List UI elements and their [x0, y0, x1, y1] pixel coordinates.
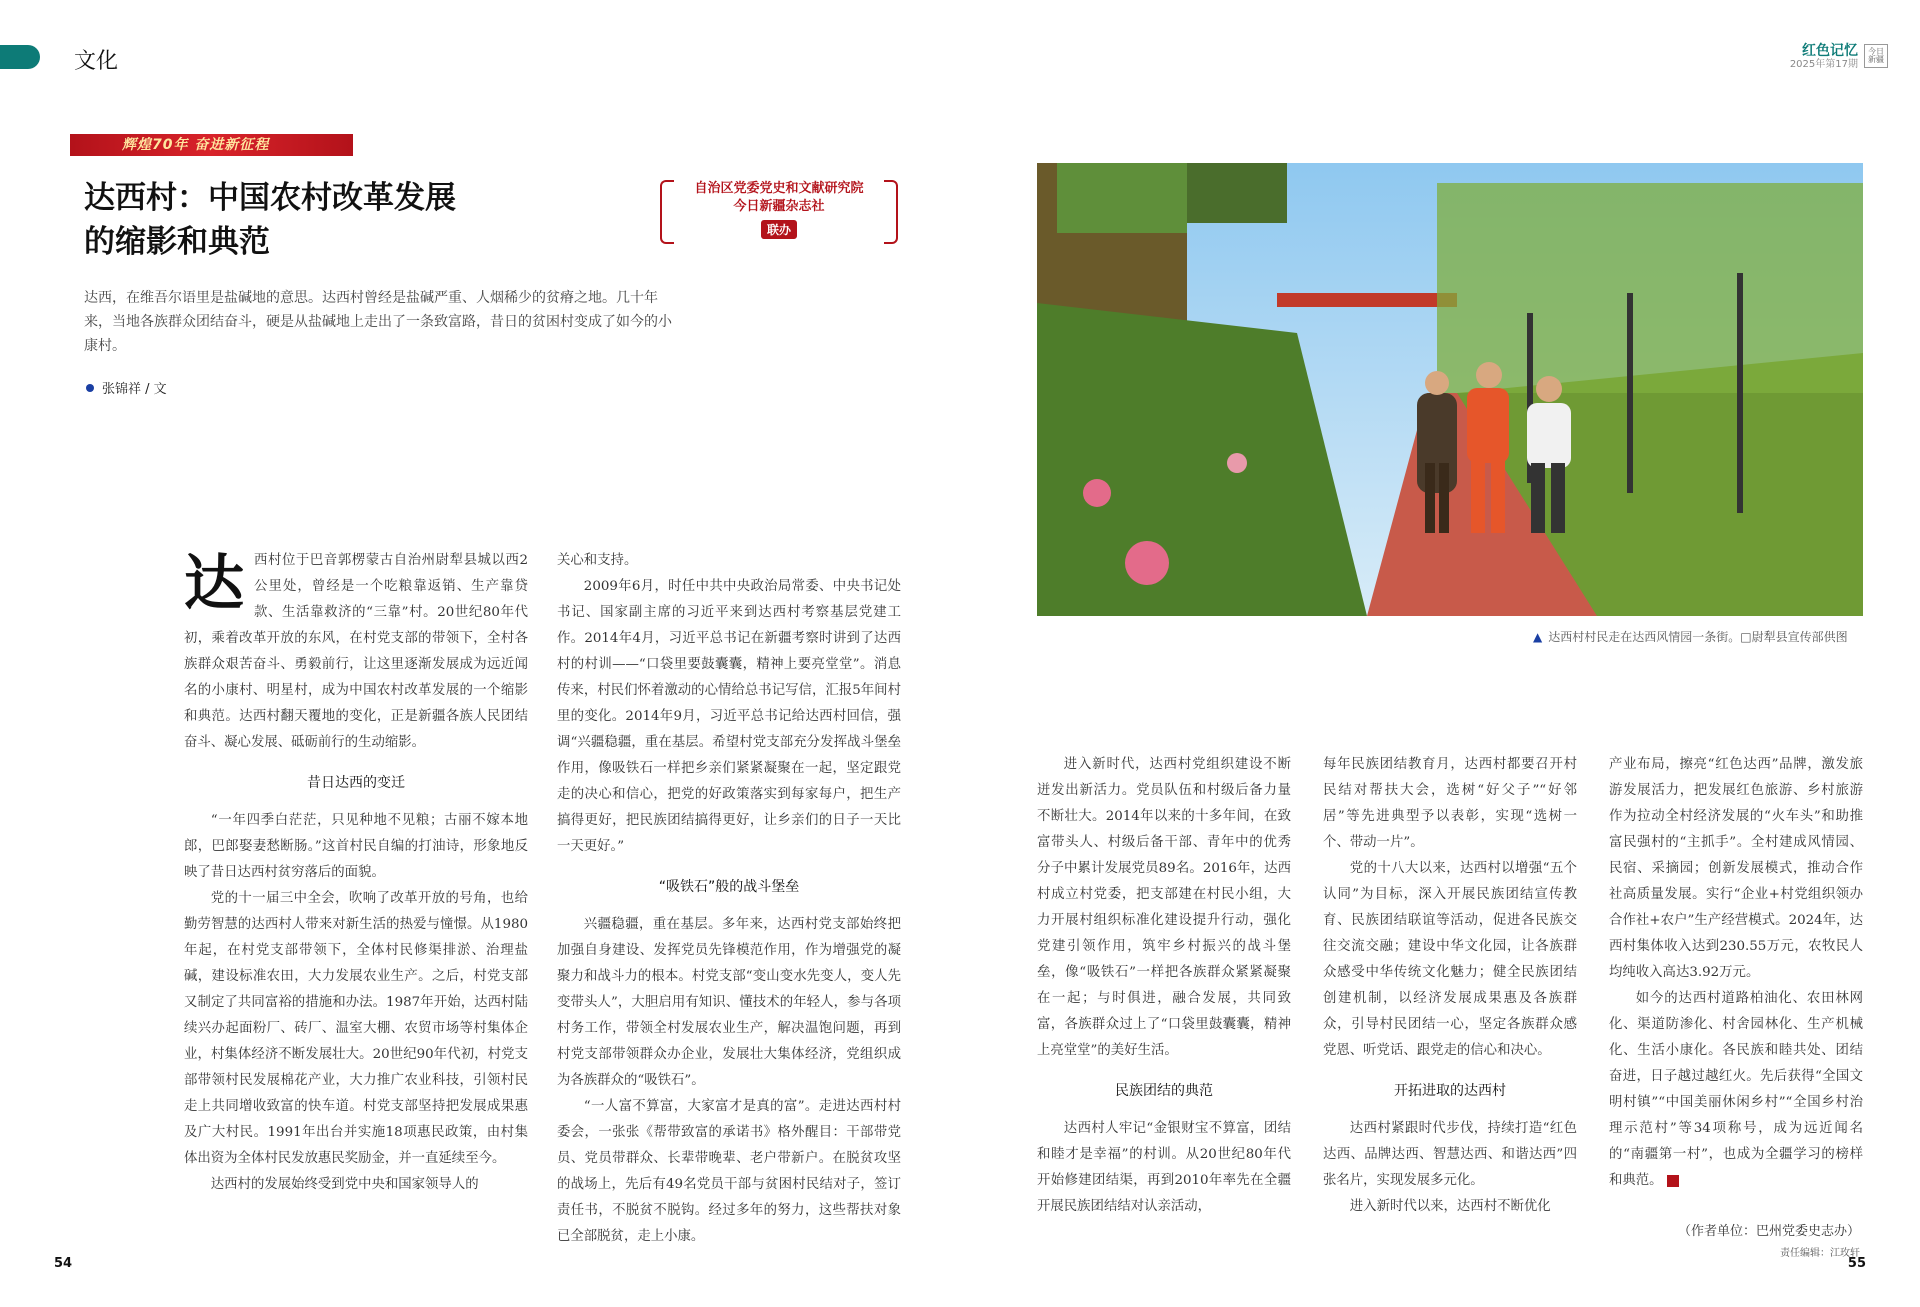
- paragraph: 达西村人牢记“金银财宝不算富，团结和睦才是幸福”的村训。从20世纪80年代开始修建团结渠，再到2010年率先在全疆开展民族团结结对认亲活动，: [1037, 1121, 1291, 1214]
- joint-badge: 联办: [761, 220, 797, 239]
- article-title: [84, 176, 456, 264]
- paragraph: “一年四季白茫茫，只见种地不见粮；古丽不嫁本地郎，巴郎娶妻愁断肠。”这首村民自编的打油诗，形象地反映了昔日达西村贫穷落后的面貌。: [184, 813, 528, 880]
- paragraph: 达西村紧跟时代步伐，持续打造“红色达西、品牌达西、智慧达西、和谐达西”四张名片，实现发展多元化。: [1323, 1121, 1577, 1188]
- brand-title: 红色记忆: [1802, 43, 1858, 59]
- title-line-1: 达西村：中国农村改革发展: [84, 180, 456, 216]
- organizer-2: 今日新疆杂志社: [733, 199, 825, 214]
- section-label: 文化: [74, 49, 119, 74]
- paragraph: [1609, 986, 1863, 1194]
- section-tab: [0, 45, 40, 69]
- paragraph: 关心和支持。: [557, 553, 638, 568]
- triangle-up-icon: ▲: [1533, 630, 1543, 644]
- drop-cap: 达: [184, 549, 244, 619]
- column-1: [184, 548, 528, 1198]
- paragraph-text: 西村位于巴音郭楞蒙古自治州尉犁县城以西2公里处，曾经是一个吃粮靠返销、生产靠贷款、生活靠救济的“三靠”村。20世纪80年代初，乘着改革开放的东风，在村党支部的带领下，全村各族群众艰苦奋斗、勇毅前行，让这里逐渐发展成为远近闻名的小康村、明星村，成为中国农村改革发展的一个缩影和典范。达西村翻天覆地的变化，正是新疆各族人民团结奋斗、凝心发展、砥砺前行的生动缩影。: [184, 553, 528, 750]
- subheading: 民族团结的典范: [1115, 1083, 1213, 1099]
- page-number-left: 54: [54, 1256, 73, 1271]
- paragraph: 党的十一届三中全会，吹响了改革开放的号角，也给勤劳智慧的达西村人带来对新生活的热爱与憧憬。从1980年起，在村党支部带领下，全体村民修渠排淤、治理盐碱，建设标准农田，大力发展农业生产。之后，村党支部又制定了共同富裕的措施和办法。1987年开始，达西村陆续兴办起面粉厂、砖厂、温室大棚、农贸市场等村集体企业，村集体经济不断发展壮大。20世纪90年代初，村党支部带领村民发展棉花产业，大力推广农业科技，引领村民走上共同增收致富的快车道。村党支部坚持把发展成果惠及广大村民。1991年出台并实施18项惠民政策，由村集体出资为全体村民发放惠民奖励金，并一直延续至今。: [184, 891, 528, 1166]
- paragraph: 兴疆稳疆，重在基层。多年来，达西村党支部始终把加强自身建设、发挥党员先锋模范作用，作为增强党的凝聚力和战斗力的根本。村党支部“变山变水先变人，变人先变带头人”，大胆启用有知识、懂技术的年轻人，参与各项村务工作，带领全村发展农业生产，解决温饱问题，再到村党支部带领群众办企业，发展壮大集体经济，党组织成为各族群众的“吸铁石”。: [557, 917, 901, 1088]
- bracket-right: [884, 180, 898, 244]
- caption-text: 达西村村民走在达西风情园一条街。□尉犁县宣传部供图: [1548, 630, 1848, 644]
- series-banner: 辉煌70年 奋进新征程: [70, 134, 353, 156]
- subheading: 开拓进取的达西村: [1394, 1083, 1506, 1099]
- photo-caption: [1533, 628, 1848, 645]
- paragraph: [184, 548, 528, 756]
- paragraph: 进入新时代以来，达西村不断优化: [1349, 1199, 1551, 1214]
- title-line-2: 的缩影和典范: [84, 224, 270, 260]
- paragraph-text: 如今的达西村道路柏油化、农田林网化、渠道防渗化、村舍园林化、生产机械化、生活小康化。各民族和睦共处、团结奋进，日子越过越红火。先后获得“全国文明村镇”“中国美丽休闲乡村”“全国乡村治理示范村”等34项称号，成为远近闻名的“南疆第一村”，也成为全疆学习的榜样和典范。: [1609, 991, 1863, 1188]
- column-4: [1323, 752, 1577, 1220]
- bracket-left: [660, 180, 674, 244]
- author-affiliation: （作者单位：巴州党委史志办）: [1677, 1224, 1860, 1239]
- brand-issue: 2025年第17期: [1789, 59, 1858, 71]
- paragraph: 每年民族团结教育月，达西村都要召开村民结对帮扶大会，选树“好父子”“好邻居”等先进典型予以表彰，实现“选树一个、带动一片”。: [1323, 757, 1577, 850]
- paragraph: 进入新时代，达西村党组织建设不断迸发出新活力。党员队伍和村级后备力量不断壮大。2014年以来的十多年间，在致富带头人、村级后备干部、青年中的优秀分子中累计发展党员89名。2016年，达西村成立村党委，把支部建在村民小组，大力开展村组织标准化建设提升行动，强化党建引领作用，筑牢乡村振兴的战斗堡垒，像“吸铁石”一样把各族群众紧紧凝聚在一起；与时俱进，融合发展，共同致富，各族群众过上了“口袋里鼓囊囊，精神上亮堂堂”的美好生活。: [1037, 757, 1291, 1058]
- magazine-brand: [1790, 44, 1888, 70]
- subheading: 昔日达西的变迁: [307, 775, 405, 791]
- paragraph: 党的十八大以来，达西村以增强“五个认同”为目标，深入开展民族团结宣传教育、民族团结联谊等活动，促进各民族交往交流交融；建设中华文化园，让各族群众感受中华传统文化魅力；健全民族团结创建机制，以经济发展成果惠及各族群众，引导村民团结一心，坚定各族群众感党恩、听党话、跟党走的信心和决心。: [1323, 861, 1577, 1058]
- end-mark-icon: [1667, 1175, 1679, 1187]
- paragraph: 2009年6月，时任中共中央政治局常委、中央书记处书记、国家副主席的习近平来到达西村考察基层党建工作。2014年4月，习近平总书记在新疆考察时讲到了达西村的村训——“口袋里要鼓囊囊，精神上要亮堂堂”。消息传来，村民们怀着激动的心情给总书记写信，汇报5年间村里的变化。2014年9月，习近平总书记给达西村回信，强调“兴疆稳疆，重在基层。希望村党支部充分发挥战斗堡垒作用，像吸铁石一样把乡亲们紧紧凝聚在一起，坚定跟党走的决心和信心，把党的好政策落实到每家每户，把生产搞得更好，把民族团结搞得更好，让乡亲们的日子一天比一天更好。”: [557, 579, 901, 854]
- author-name: 张锦祥 / 文: [102, 382, 167, 397]
- column-2: [557, 548, 901, 1250]
- lead-paragraph: 达西，在维吾尔语里是盐碱地的意思。达西村曾经是盐碱严重、人烟稀少的贫瘠之地。几十年来，当地各族群众团结奋斗，硬是从盐碱地上走出了一条致富路，昔日的贫困村变成了如今的小康村。: [84, 290, 672, 354]
- joint-organizers: [660, 180, 898, 244]
- bullet-dot-icon: [86, 384, 94, 392]
- column-3: [1037, 752, 1291, 1220]
- paragraph: “一人富不算富，大家富才是真的富”。走进达西村村委会，一张张《帮带致富的承诺书》格外醒目：干部带党员、党员带群众、长辈带晚辈、老户带新户。在脱贫攻坚的战场上，先后有49名党员干部与贫困村民结对子，签订责任书，不脱贫不脱钩。经过多年的努力，这些帮扶对象已全部脱贫，走上小康。: [557, 1099, 901, 1244]
- brand-logo: 今日新疆: [1864, 44, 1888, 68]
- responsible-editor: 责任编辑：江玫轩: [1780, 1248, 1860, 1259]
- organizer-1: 自治区党委党史和文献研究院: [694, 181, 864, 196]
- paragraph: 达西村的发展始终受到党中央和国家领导人的: [210, 1177, 479, 1192]
- page-number-right: 55: [1847, 1256, 1866, 1271]
- photo-illustration: [1037, 163, 1863, 616]
- village-street-photo: [1037, 163, 1863, 616]
- paragraph: 产业布局，擦亮“红色达西”品牌，激发旅游发展活力，把发展红色旅游、乡村旅游作为拉动全村经济发展的“火车头”和助推富民强村的“主抓手”。全村建成风情园、民宿、采摘园；创新发展模式，推动合作社高质量发展。实行“企业+村党组织领办合作社+农户”生产经营模式。2024年，达西村集体收入达到230.55万元，农牧民人均纯收入高达3.92万元。: [1609, 757, 1863, 980]
- subheading: “吸铁石”般的战斗堡垒: [658, 879, 800, 895]
- byline: [86, 378, 167, 397]
- column-5: [1609, 752, 1863, 1194]
